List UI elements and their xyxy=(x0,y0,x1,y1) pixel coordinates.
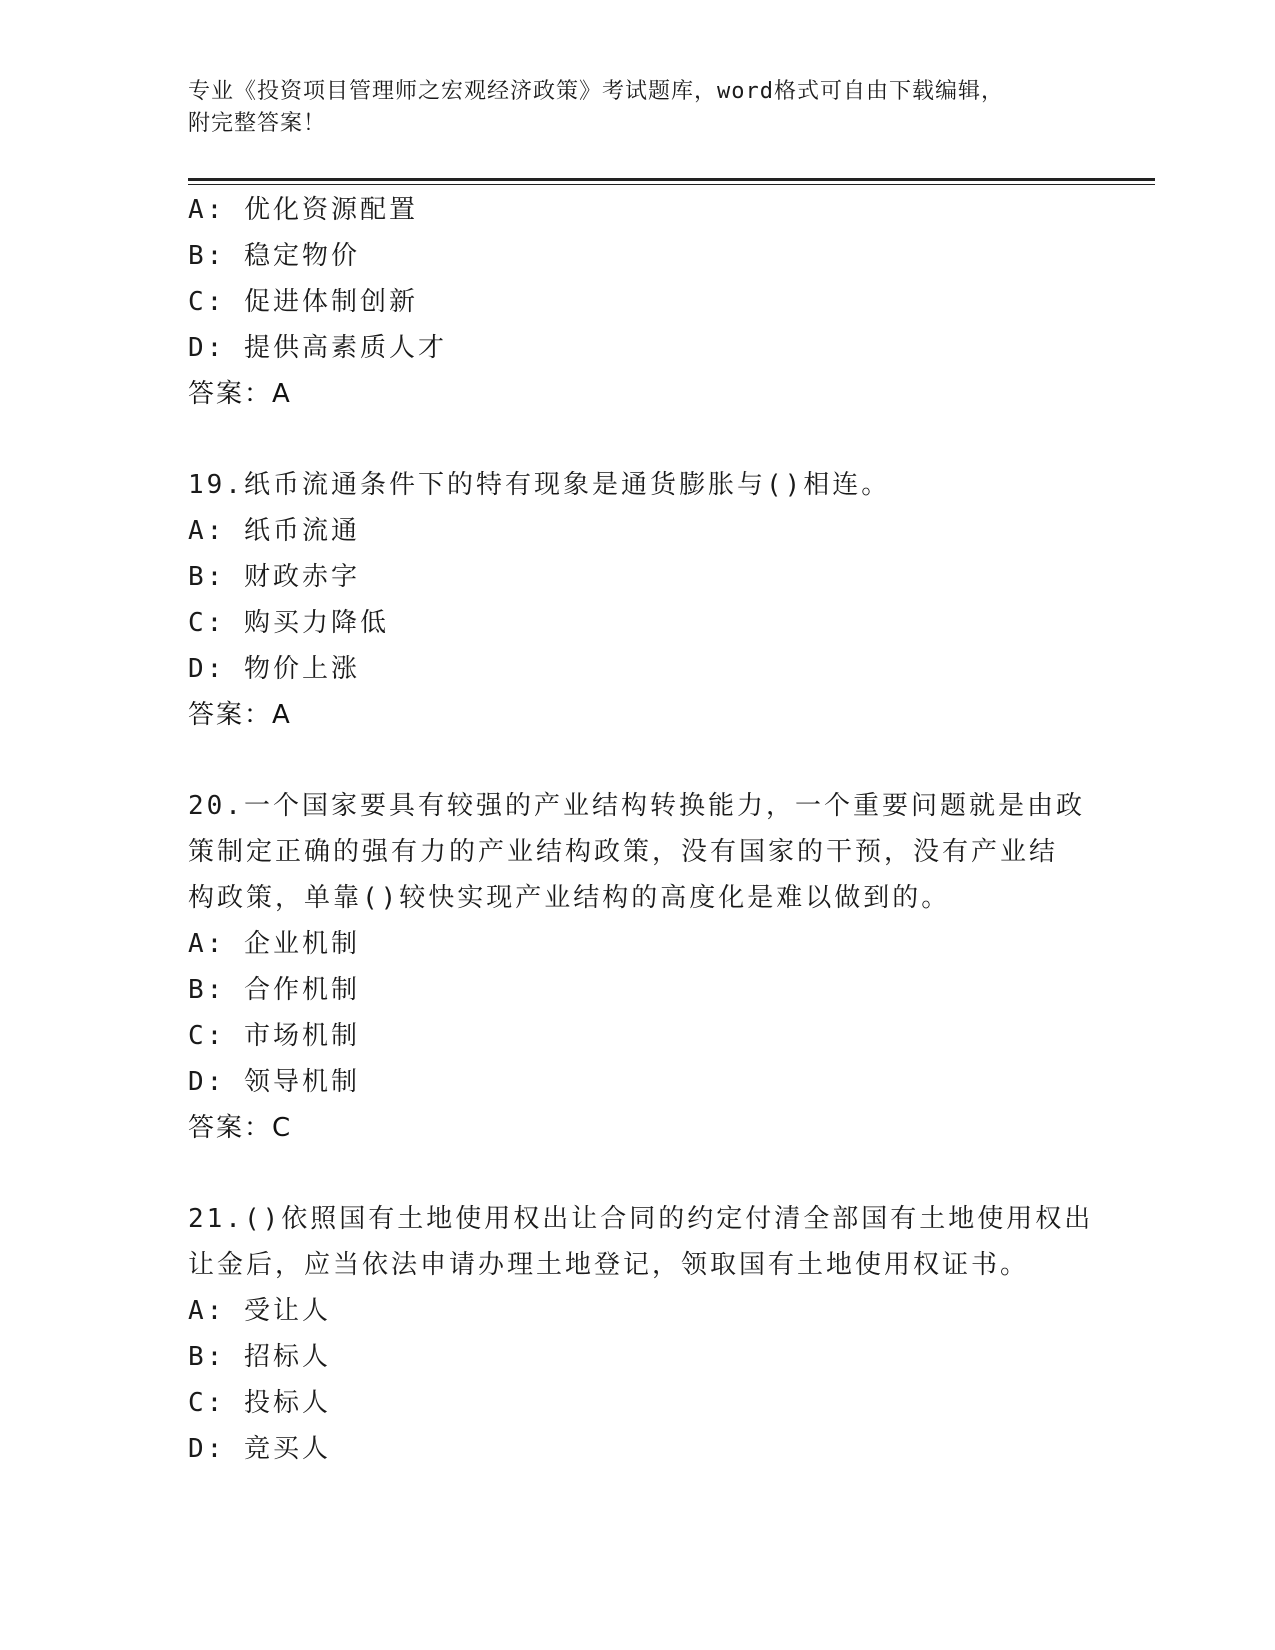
option-c: C: 市场机制 xyxy=(188,1021,360,1051)
question-19 xyxy=(188,462,1088,738)
header-divider-thin xyxy=(188,184,1155,185)
question-stem-line: 构政策，单靠()较快实现产业结构的高度化是难以做到的。 xyxy=(188,883,951,913)
question-21 xyxy=(188,1196,1094,1472)
option-d: D: 竞买人 xyxy=(188,1434,331,1464)
answer-line: 答案：A xyxy=(188,700,292,730)
header-line-1: 专业《投资项目管理师之宏观经济政策》考试题库，word格式可自由下载编辑， xyxy=(188,79,1004,104)
question-stem: 19.纸币流通条件下的特有现象是通货膨胀与()相连。 xyxy=(188,470,891,500)
option-a: A: 企业机制 xyxy=(188,929,360,959)
option-d: D: 物价上涨 xyxy=(188,654,360,684)
option-b: B: 招标人 xyxy=(188,1342,331,1372)
option-b: B: 财政赤字 xyxy=(188,562,360,592)
spacer xyxy=(188,417,1088,462)
header-divider-thick xyxy=(188,178,1155,181)
question-18-continued xyxy=(188,187,1088,417)
option-c: C: 购买力降低 xyxy=(188,608,389,638)
option-d: D: 领导机制 xyxy=(188,1067,360,1097)
option-a: A: 优化资源配置 xyxy=(188,195,418,225)
question-20 xyxy=(188,783,1088,1151)
option-b: B: 合作机制 xyxy=(188,975,360,1005)
option-d: D: 提供高素质人才 xyxy=(188,333,447,363)
document-header xyxy=(188,76,1088,140)
spacer xyxy=(188,1151,1088,1196)
option-a: A: 受让人 xyxy=(188,1296,331,1326)
answer-line: 答案：A xyxy=(188,379,292,409)
header-line-2: 附完整答案！ xyxy=(188,111,327,136)
spacer xyxy=(188,738,1088,783)
question-list xyxy=(188,187,1094,1472)
answer-line: 答案：C xyxy=(188,1113,293,1143)
question-stem-line: 21.()依照国有土地使用权出让合同的约定付清全部国有土地使用权出 xyxy=(188,1204,1094,1234)
question-stem-line: 让金后，应当依法申请办理土地登记，领取国有土地使用权证书。 xyxy=(188,1250,1030,1280)
option-c: C: 投标人 xyxy=(188,1388,331,1418)
question-stem-line: 20.一个国家要具有较强的产业结构转换能力，一个重要问题就是由政 xyxy=(188,791,1085,821)
question-stem-line: 策制定正确的强有力的产业结构政策，没有国家的干预，没有产业结 xyxy=(188,837,1059,867)
option-a: A: 纸币流通 xyxy=(188,516,360,546)
option-c: C: 促进体制创新 xyxy=(188,287,418,317)
option-b: B: 稳定物价 xyxy=(188,241,360,271)
